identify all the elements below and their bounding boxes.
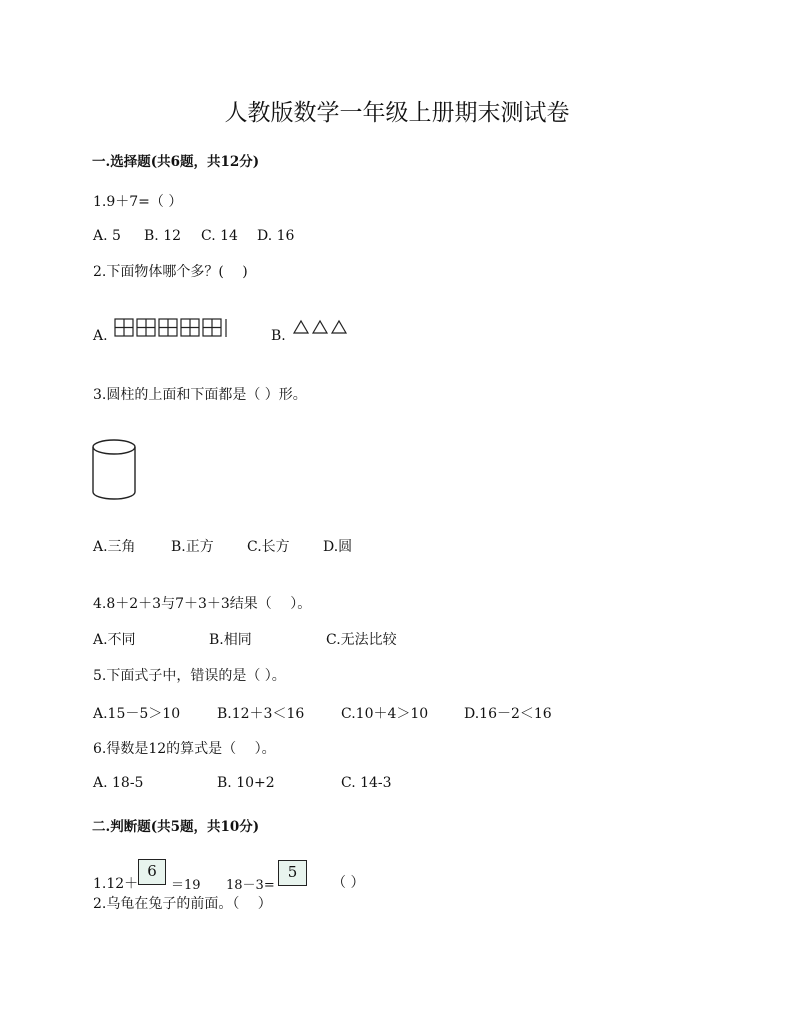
question-1-stem: 1.9＋7=（ ） [93,194,183,210]
q5-option-a: A.15－5＞10 [93,706,181,722]
section-2-heading: 二.判断题(共5题，共10分) [92,819,260,835]
q3-option-b: B.正方 [171,539,214,555]
question-6-stem: 6.得数是12的算式是（ ）。 [93,741,276,757]
question-4-stem: 4.8＋2＋3与7＋3＋3结果（ ）。 [93,596,312,612]
judge-1-result: ＝19 [171,878,201,893]
window-grid-figure [113,317,229,339]
q2-option-a-label: A. [93,328,108,344]
q5-option-b: B.12＋3＜16 [217,706,305,722]
q6-option-b: B. 10+2 [217,775,275,791]
q1-option-c: C. 14 [201,228,238,244]
triangle-icon [332,321,346,333]
q1-option-a: A. 5 [93,228,121,244]
q5-option-c: C.10＋4＞10 [341,706,429,722]
triangle-icon [294,321,308,333]
question-2-stem: 2.下面物体哪个多？( ) [93,264,248,280]
q2-option-b-label: B. [271,328,286,344]
triangle-icon [313,321,327,333]
judge-1-prefix: 1.12＋ [93,876,139,892]
q3-option-c: C.长方 [247,539,290,555]
judge-2-stem: 2.乌龟在兔子的前面。（ ） [93,896,272,912]
question-5-stem: 5.下面式子中，错误的是（ ）。 [93,668,286,684]
q4-option-b: B.相同 [209,632,252,648]
q4-option-c: C.无法比较 [326,632,397,648]
q5-option-d: D.16－2＜16 [464,706,552,722]
answer-box-2: 5 [278,860,307,886]
page-title: 人教版数学一年级上册期末测试卷 [224,100,570,126]
q3-option-a: A.三角 [93,539,136,555]
question-3-stem: 3.圆柱的上面和下面都是（ ）形。 [93,387,307,403]
q3-option-d: D.圆 [323,539,353,555]
q1-option-b: B. 12 [144,228,182,244]
q6-option-c: C. 14-3 [341,775,392,791]
section-1-heading: 一.选择题(共6题，共12分) [92,154,260,170]
judge-1-part2: 18－3= [226,878,275,893]
q4-option-a: A.不同 [93,632,136,648]
cylinder-figure [90,437,140,501]
answer-box-1: 6 [138,859,166,885]
triangles-figure [293,319,351,335]
q1-option-d: D. 16 [257,228,295,244]
judge-1-bracket: （ ） [332,875,365,891]
q6-option-a: A. 18-5 [93,775,144,791]
